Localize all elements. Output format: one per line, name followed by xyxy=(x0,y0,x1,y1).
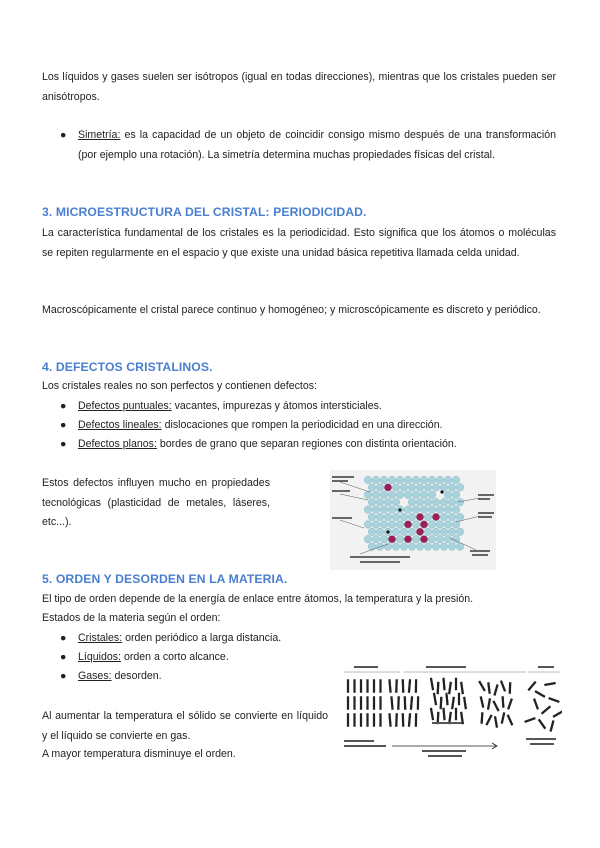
lattice-atom xyxy=(432,528,440,536)
molecule-rod xyxy=(379,713,382,727)
lattice-atom xyxy=(400,484,408,492)
state-term: Cristales: xyxy=(78,632,123,644)
lattice-atom xyxy=(376,528,384,536)
molecule-rod xyxy=(379,679,382,693)
lattice-atom xyxy=(420,506,428,514)
lattice-atom xyxy=(432,498,440,506)
lattice-atom xyxy=(416,543,424,551)
lattice-atom xyxy=(408,484,416,492)
lattice-atom xyxy=(368,513,376,521)
lattice-atom xyxy=(444,521,452,529)
lattice-atom xyxy=(420,476,428,484)
lattice-atom xyxy=(428,491,436,499)
lattice-atom xyxy=(412,535,420,543)
bullet-icon: ● xyxy=(60,632,67,644)
impurity-atom xyxy=(404,521,412,529)
molecule-rod xyxy=(347,696,350,710)
lattice-atom xyxy=(388,521,396,529)
lattice-atom xyxy=(456,498,464,506)
lattice-atom xyxy=(364,506,372,514)
lattice-atom xyxy=(376,498,384,506)
lattice-atom xyxy=(456,528,464,536)
lattice-atom xyxy=(424,484,432,492)
lattice-atom xyxy=(428,506,436,514)
lattice-atom xyxy=(424,498,432,506)
impurity-atom xyxy=(416,528,424,536)
lattice-atom xyxy=(452,491,460,499)
lattice-atom xyxy=(436,521,444,529)
molecule-rod xyxy=(455,678,458,691)
impurity-atom xyxy=(420,521,428,529)
section-5-heading: 5. ORDEN Y DESORDEN EN LA MATERIA. xyxy=(42,572,288,586)
molecule-rod xyxy=(403,696,406,710)
molecule-rod xyxy=(501,696,505,708)
lattice-atom xyxy=(384,513,392,521)
lattice-atom xyxy=(408,528,416,536)
lattice-atom xyxy=(428,476,436,484)
lattice-atom xyxy=(396,521,404,529)
lattice-atom xyxy=(452,476,460,484)
lattice-atom xyxy=(404,491,412,499)
lattice-atom xyxy=(444,506,452,514)
lattice-atom xyxy=(392,543,400,551)
bullet-icon: ● xyxy=(60,400,67,412)
molecule-rod xyxy=(353,713,356,727)
bullet-icon: ● xyxy=(60,419,67,431)
lattice-atom xyxy=(392,498,400,506)
lattice-atom xyxy=(396,535,404,543)
lattice-atom xyxy=(440,513,448,521)
lattice-atom xyxy=(448,528,456,536)
lattice-atom xyxy=(404,506,412,514)
lattice-atom xyxy=(364,521,372,529)
lattice-atom xyxy=(436,506,444,514)
defect-term: Defectos puntuales: xyxy=(78,400,172,412)
section-3-heading: 3. MICROESTRUCTURA DEL CRISTAL: PERIODICIDAD. xyxy=(42,205,367,219)
lattice-atom xyxy=(392,484,400,492)
phase-order-figure xyxy=(340,664,562,760)
lattice-atom xyxy=(428,521,436,529)
lattice-atom xyxy=(436,476,444,484)
section-4-heading: 4. DEFECTOS CRISTALINOS. xyxy=(42,360,213,374)
state-description: orden periódico a larga distancia. xyxy=(122,632,282,644)
state-description: orden a corto alcance. xyxy=(121,651,229,663)
molecule-rod xyxy=(395,679,398,693)
molecule-rod xyxy=(360,679,363,693)
defect-description: dislocaciones que rompen la periodicidad en una dirección. xyxy=(161,419,443,431)
lattice-atom xyxy=(376,484,384,492)
lattice-atom xyxy=(380,506,388,514)
bullet-icon: ● xyxy=(60,651,67,663)
lattice-atom xyxy=(400,513,408,521)
lattice-atom xyxy=(440,543,448,551)
molecule-rod xyxy=(347,713,350,727)
lattice-atom xyxy=(416,484,424,492)
molecule-rod xyxy=(347,679,350,693)
lattice-atom xyxy=(372,476,380,484)
lattice-atom xyxy=(416,498,424,506)
temperature-order-paragraph: A mayor temperatura disminuye el orden. xyxy=(42,748,236,760)
lattice-atom xyxy=(388,506,396,514)
defect-term: Defectos lineales: xyxy=(78,419,162,431)
lattice-atom xyxy=(372,506,380,514)
molecule-rod xyxy=(414,713,417,727)
impurity-atom xyxy=(420,535,428,543)
molecule-rod xyxy=(401,679,404,693)
lattice-atom xyxy=(452,521,460,529)
lattice-atom xyxy=(448,484,456,492)
states-intro: Estados de la materia según el orden: xyxy=(42,612,221,624)
lattice-atom xyxy=(380,491,388,499)
lattice-atom xyxy=(432,484,440,492)
lattice-atom xyxy=(440,484,448,492)
bullet-icon: ● xyxy=(60,438,67,450)
lattice-atom xyxy=(412,506,420,514)
state-description: desorden. xyxy=(111,670,162,682)
lattice-atom xyxy=(424,543,432,551)
lattice-atom xyxy=(428,535,436,543)
lattice-atom xyxy=(456,484,464,492)
lattice-atom xyxy=(384,498,392,506)
lattice-atom xyxy=(364,535,372,543)
lattice-atom xyxy=(404,476,412,484)
molecule-rod xyxy=(360,696,363,710)
molecule-rod xyxy=(366,713,369,727)
lattice-atom xyxy=(408,498,416,506)
molecule-rod xyxy=(401,713,404,727)
lattice-atom xyxy=(368,498,376,506)
molecule-rod xyxy=(366,679,369,693)
lattice-atom xyxy=(380,476,388,484)
interstitial-atom xyxy=(386,530,389,533)
molecule-rod xyxy=(366,696,369,710)
lattice-atom xyxy=(380,535,388,543)
bullet-icon: ● xyxy=(60,129,67,141)
symmetry-term: Simetría: xyxy=(78,129,121,141)
interstitial-atom xyxy=(440,490,443,493)
lattice-atom xyxy=(384,543,392,551)
molecule-rod xyxy=(373,696,376,710)
bullet-icon: ● xyxy=(60,670,67,682)
interstitial-atom xyxy=(398,508,401,511)
lattice-atom xyxy=(440,498,448,506)
lattice-atom xyxy=(368,484,376,492)
molecule-rod xyxy=(436,681,439,694)
molecule-rod xyxy=(395,713,398,727)
lattice-atom xyxy=(448,498,456,506)
defects-intro: Los cristales reales no son perfectos y contienen defectos: xyxy=(42,380,318,392)
molecule-rod xyxy=(373,679,376,693)
defect-description: vacantes, impurezas y átomos intersticiales. xyxy=(171,400,382,412)
symmetry-definition: es la capacidad de un objeto de coincidir consigo mismo después de una transformación (por ejemplo una rotación). La simetría determina muchas propiedades físicas del cristal. xyxy=(78,129,556,161)
periodicity-paragraph: La característica fundamental de los cristales es la periodicidad. Esto significa que los átomos o moléculas se repiten regularmente en el espacio y que existe una unidad básica repetitiva llamada celda unidad. xyxy=(42,227,556,259)
lattice-atom xyxy=(400,528,408,536)
impurity-atom xyxy=(432,513,440,521)
isotropy-paragraph: Los líquidos y gases suelen ser isótropos (igual en todas direcciones), mientras que los cristales pueden ser anisótropos. xyxy=(42,71,556,103)
lattice-atom xyxy=(408,513,416,521)
molecule-rod xyxy=(360,713,363,727)
lattice-atom xyxy=(412,491,420,499)
impurity-atom xyxy=(416,513,424,521)
molecule-rod xyxy=(353,696,356,710)
lattice-atom xyxy=(456,513,464,521)
order-energy-paragraph: El tipo de orden depende de la energía de enlace entre átomos, la temperatura y la presión. xyxy=(42,593,474,605)
lattice-atom xyxy=(392,513,400,521)
state-term: Gases: xyxy=(78,670,112,682)
temperature-state-paragraph: Al aumentar la temperatura el sólido se convierte en líquido y el líquido se convierte en gas. xyxy=(42,710,328,742)
lattice-atom xyxy=(364,476,372,484)
lattice-atom xyxy=(372,521,380,529)
lattice-atom xyxy=(440,528,448,536)
lattice-atom xyxy=(444,491,452,499)
lattice-atom xyxy=(412,476,420,484)
lattice-atom xyxy=(388,476,396,484)
molecule-rod xyxy=(458,693,461,706)
defect-term: Defectos planos: xyxy=(78,438,157,450)
lattice-atom xyxy=(448,543,456,551)
molecule-rod xyxy=(414,679,417,693)
lattice-atom xyxy=(392,528,400,536)
molecule-rod xyxy=(379,696,382,710)
lattice-atom xyxy=(400,543,408,551)
lattice-atom xyxy=(448,513,456,521)
lattice-atom xyxy=(388,491,396,499)
impurity-atom xyxy=(388,535,396,543)
lattice-atom xyxy=(396,491,404,499)
defects-influence-paragraph: Estos defectos influyen mucho en propiedades tecnológicas (plasticidad de metales, láseres, etc...). xyxy=(42,477,270,528)
lattice-atom xyxy=(424,513,432,521)
molecule-rod xyxy=(455,708,458,721)
symmetry-text xyxy=(78,126,556,165)
lattice-atom xyxy=(420,491,428,499)
lattice-atom xyxy=(368,528,376,536)
defect-description: bordes de grano que separan regiones con distinta orientación. xyxy=(156,438,457,450)
lattice-atom xyxy=(412,521,420,529)
lattice-atom xyxy=(396,476,404,484)
lattice-atom xyxy=(436,535,444,543)
lattice-atom xyxy=(380,521,388,529)
lattice-atom xyxy=(408,543,416,551)
lattice-atom xyxy=(368,543,376,551)
impurity-atom xyxy=(384,484,392,492)
crystal-defects-figure xyxy=(330,470,496,570)
molecule-rod xyxy=(373,713,376,727)
impurity-atom xyxy=(404,535,412,543)
molecule-rod xyxy=(508,682,511,694)
molecule-rod xyxy=(353,679,356,693)
lattice-atom xyxy=(372,491,380,499)
molecule-rod xyxy=(397,696,400,710)
lattice-atom xyxy=(372,535,380,543)
lattice-atom xyxy=(444,535,452,543)
lattice-atom xyxy=(376,513,384,521)
state-term: Líquidos: xyxy=(78,651,121,663)
molecule-rod xyxy=(480,712,484,724)
lattice-atom xyxy=(444,476,452,484)
macroscopic-paragraph: Macroscópicamente el cristal parece continuo y homogéneo; y microscópicamente es discreto y periódico. xyxy=(42,304,541,316)
lattice-atom xyxy=(364,491,372,499)
lattice-atom xyxy=(424,528,432,536)
lattice-atom xyxy=(432,543,440,551)
lattice-atom xyxy=(452,506,460,514)
molecule-rod xyxy=(416,696,419,710)
